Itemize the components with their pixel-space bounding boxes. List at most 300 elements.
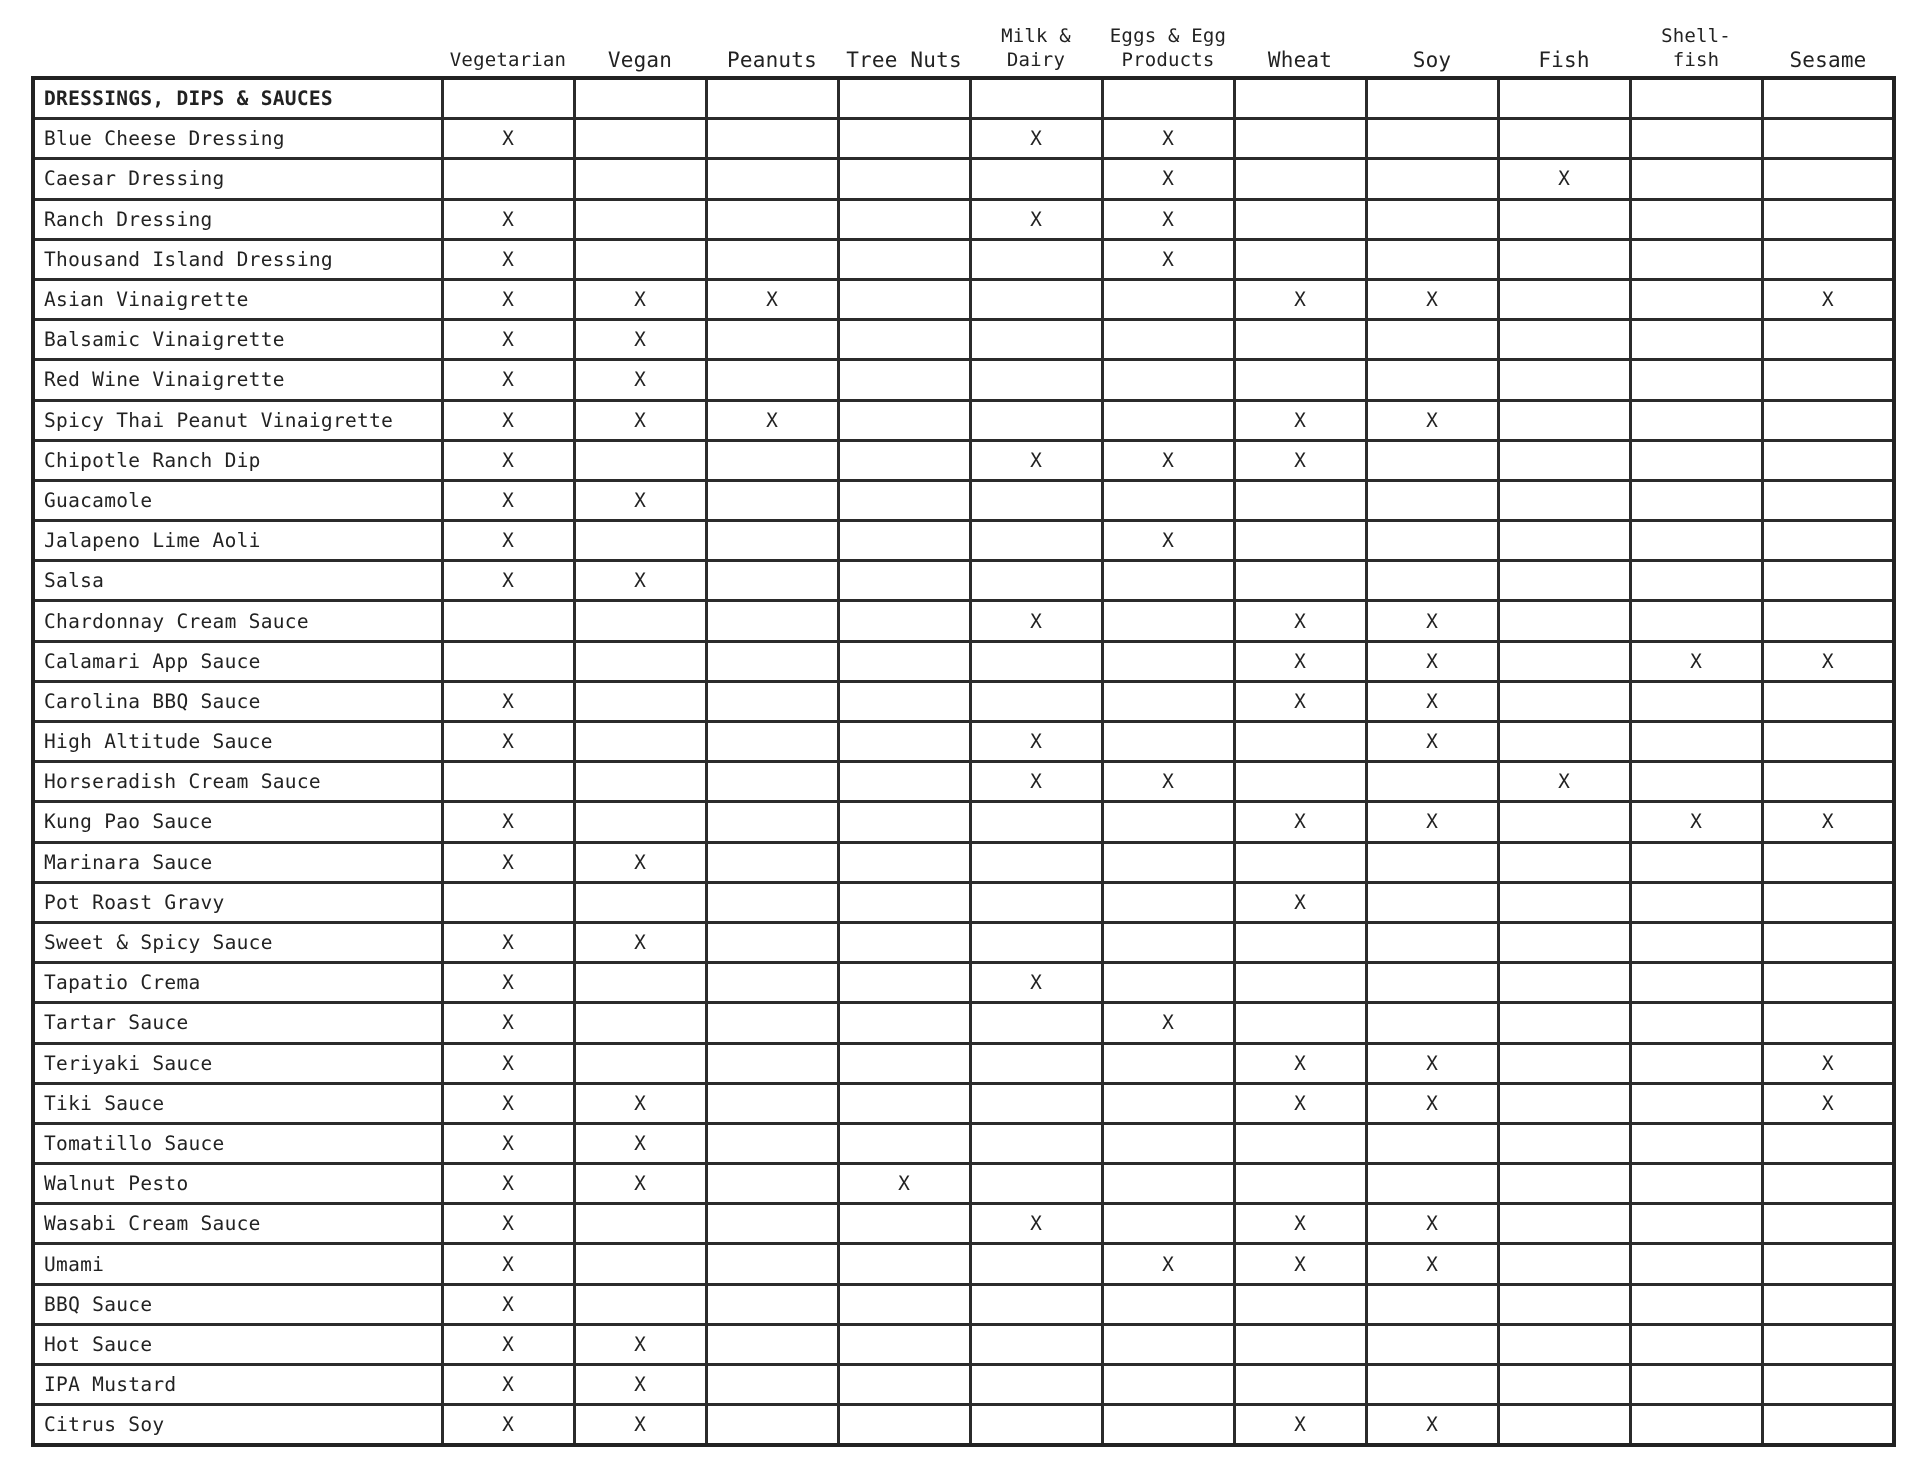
table-row [33, 762, 1894, 802]
cell-soy: X [1366, 641, 1498, 681]
section-row [33, 78, 1894, 119]
cell-vegan [574, 963, 706, 1003]
cell-sesame [1762, 521, 1894, 561]
cell-milk-and-dairy [970, 400, 1102, 440]
table-row [33, 963, 1894, 1003]
cell-peanuts [706, 1324, 838, 1364]
cell-eggs-and-egg-products [1102, 641, 1234, 681]
cell-peanuts [706, 882, 838, 922]
table-row [33, 400, 1894, 440]
cell-peanuts [706, 1083, 838, 1123]
cell-peanuts [706, 521, 838, 561]
cell-eggs-and-egg-products: X [1102, 159, 1234, 199]
section-empty-cell [838, 78, 970, 119]
table-row [33, 722, 1894, 762]
cell-milk-and-dairy: X [970, 762, 1102, 802]
cell-vegetarian: X [442, 320, 574, 360]
column-header-vegan: Vegan [607, 48, 673, 72]
cell-vegetarian: X [442, 722, 574, 762]
cell-shell-fish [1630, 239, 1762, 279]
cell-tree-nuts [838, 400, 970, 440]
cell-shell-fish [1630, 561, 1762, 601]
cell-fish [1498, 922, 1630, 962]
cell-tree-nuts [838, 1324, 970, 1364]
cell-soy [1366, 1003, 1498, 1043]
cell-tree-nuts [838, 320, 970, 360]
cell-vegan: X [574, 842, 706, 882]
section-empty-cell [1762, 78, 1894, 119]
cell-milk-and-dairy [970, 842, 1102, 882]
cell-tree-nuts [838, 239, 970, 279]
cell-vegan [574, 521, 706, 561]
cell-sesame [1762, 199, 1894, 239]
cell-eggs-and-egg-products: X [1102, 199, 1234, 239]
cell-eggs-and-egg-products [1102, 681, 1234, 721]
cell-milk-and-dairy [970, 480, 1102, 520]
cell-peanuts [706, 722, 838, 762]
item-name: Red Wine Vinaigrette [33, 360, 442, 400]
cell-vegan [574, 681, 706, 721]
cell-shell-fish [1630, 922, 1762, 962]
cell-fish: X [1498, 762, 1630, 802]
cell-tree-nuts [838, 1244, 970, 1284]
cell-eggs-and-egg-products [1102, 1043, 1234, 1083]
cell-milk-and-dairy: X [970, 601, 1102, 641]
cell-peanuts [706, 119, 838, 159]
cell-eggs-and-egg-products [1102, 963, 1234, 1003]
cell-vegetarian: X [442, 1003, 574, 1043]
cell-wheat [1234, 1324, 1366, 1364]
cell-milk-and-dairy [970, 641, 1102, 681]
cell-wheat [1234, 239, 1366, 279]
cell-fish [1498, 842, 1630, 882]
cell-eggs-and-egg-products [1102, 1083, 1234, 1123]
cell-eggs-and-egg-products [1102, 1123, 1234, 1163]
cell-shell-fish [1630, 360, 1762, 400]
table-row [33, 1003, 1894, 1043]
cell-peanuts [706, 561, 838, 601]
cell-tree-nuts [838, 722, 970, 762]
cell-tree-nuts [838, 842, 970, 882]
cell-milk-and-dairy [970, 802, 1102, 842]
cell-sesame [1762, 842, 1894, 882]
cell-wheat [1234, 963, 1366, 1003]
cell-soy [1366, 561, 1498, 601]
cell-milk-and-dairy: X [970, 963, 1102, 1003]
cell-vegan: X [574, 360, 706, 400]
cell-soy [1366, 1123, 1498, 1163]
table-row [33, 1083, 1894, 1123]
item-name: Asian Vinaigrette [33, 279, 442, 319]
cell-wheat: X [1234, 1405, 1366, 1446]
column-header-milk-and-dairy: Milk & Dairy [1001, 25, 1071, 71]
column-header-shell-fish: Shell- fish [1661, 25, 1731, 71]
cell-peanuts [706, 1284, 838, 1324]
table-row [33, 681, 1894, 721]
cell-vegetarian: X [442, 922, 574, 962]
cell-vegan [574, 119, 706, 159]
cell-shell-fish [1630, 320, 1762, 360]
table-row [33, 360, 1894, 400]
cell-sesame [1762, 681, 1894, 721]
cell-vegetarian: X [442, 1284, 574, 1324]
cell-vegetarian: X [442, 963, 574, 1003]
section-empty-cell [442, 78, 574, 119]
cell-milk-and-dairy [970, 1164, 1102, 1204]
cell-tree-nuts [838, 641, 970, 681]
item-name: Horseradish Cream Sauce [33, 762, 442, 802]
cell-eggs-and-egg-products [1102, 842, 1234, 882]
cell-eggs-and-egg-products [1102, 1324, 1234, 1364]
item-name: Pot Roast Gravy [33, 882, 442, 922]
cell-tree-nuts [838, 521, 970, 561]
cell-vegan: X [574, 1123, 706, 1163]
table-row [33, 279, 1894, 319]
item-name: Walnut Pesto [33, 1164, 442, 1204]
item-name: Spicy Thai Peanut Vinaigrette [33, 400, 442, 440]
cell-eggs-and-egg-products [1102, 320, 1234, 360]
cell-soy [1366, 882, 1498, 922]
cell-peanuts: X [706, 400, 838, 440]
cell-shell-fish [1630, 681, 1762, 721]
cell-shell-fish [1630, 1003, 1762, 1043]
cell-fish [1498, 1324, 1630, 1364]
cell-wheat: X [1234, 1083, 1366, 1123]
cell-milk-and-dairy [970, 521, 1102, 561]
cell-milk-and-dairy [970, 561, 1102, 601]
cell-shell-fish [1630, 1043, 1762, 1083]
cell-vegetarian: X [442, 681, 574, 721]
cell-vegan: X [574, 922, 706, 962]
cell-wheat [1234, 360, 1366, 400]
cell-eggs-and-egg-products [1102, 802, 1234, 842]
table-row [33, 1365, 1894, 1405]
cell-tree-nuts [838, 279, 970, 319]
cell-vegetarian: X [442, 400, 574, 440]
cell-sesame [1762, 239, 1894, 279]
section-empty-cell [1234, 78, 1366, 119]
column-header-sesame: Sesame [1789, 48, 1867, 72]
cell-tree-nuts [838, 119, 970, 159]
allergen-table [31, 14, 1896, 1447]
cell-tree-nuts [838, 963, 970, 1003]
table-row [33, 922, 1894, 962]
table-row [33, 320, 1894, 360]
cell-soy [1366, 1164, 1498, 1204]
cell-shell-fish [1630, 521, 1762, 561]
item-name: Tapatio Crema [33, 963, 442, 1003]
cell-vegan: X [574, 320, 706, 360]
cell-vegan: X [574, 561, 706, 601]
cell-fish [1498, 239, 1630, 279]
cell-milk-and-dairy [970, 1003, 1102, 1043]
cell-shell-fish [1630, 199, 1762, 239]
cell-eggs-and-egg-products [1102, 601, 1234, 641]
cell-milk-and-dairy [970, 159, 1102, 199]
cell-vegetarian: X [442, 1083, 574, 1123]
cell-wheat [1234, 722, 1366, 762]
cell-shell-fish [1630, 882, 1762, 922]
cell-vegan [574, 1003, 706, 1043]
item-name: Marinara Sauce [33, 842, 442, 882]
cell-tree-nuts [838, 1123, 970, 1163]
cell-wheat: X [1234, 802, 1366, 842]
cell-milk-and-dairy [970, 360, 1102, 400]
cell-soy: X [1366, 279, 1498, 319]
cell-vegetarian: X [442, 239, 574, 279]
item-name: Guacamole [33, 480, 442, 520]
cell-eggs-and-egg-products [1102, 882, 1234, 922]
item-name: Jalapeno Lime Aoli [33, 521, 442, 561]
cell-peanuts [706, 641, 838, 681]
cell-wheat: X [1234, 1204, 1366, 1244]
cell-wheat [1234, 561, 1366, 601]
cell-eggs-and-egg-products: X [1102, 119, 1234, 159]
cell-eggs-and-egg-products [1102, 922, 1234, 962]
cell-shell-fish [1630, 1365, 1762, 1405]
column-header-wheat: Wheat [1267, 48, 1333, 72]
section-empty-cell [1366, 78, 1498, 119]
cell-sesame [1762, 601, 1894, 641]
cell-eggs-and-egg-products [1102, 1164, 1234, 1204]
cell-shell-fish [1630, 1324, 1762, 1364]
cell-vegan [574, 440, 706, 480]
item-name: Wasabi Cream Sauce [33, 1204, 442, 1244]
cell-soy [1366, 239, 1498, 279]
cell-peanuts [706, 842, 838, 882]
cell-vegan [574, 641, 706, 681]
cell-sesame [1762, 480, 1894, 520]
cell-peanuts [706, 199, 838, 239]
cell-fish [1498, 1204, 1630, 1244]
cell-shell-fish [1630, 1284, 1762, 1324]
cell-vegetarian [442, 882, 574, 922]
cell-shell-fish [1630, 762, 1762, 802]
cell-fish [1498, 320, 1630, 360]
cell-eggs-and-egg-products [1102, 1405, 1234, 1446]
cell-sesame [1762, 1365, 1894, 1405]
cell-vegetarian [442, 641, 574, 681]
cell-wheat: X [1234, 440, 1366, 480]
cell-vegan: X [574, 1164, 706, 1204]
cell-soy [1366, 762, 1498, 802]
cell-peanuts [706, 762, 838, 802]
table-row [33, 1284, 1894, 1324]
cell-milk-and-dairy: X [970, 119, 1102, 159]
cell-tree-nuts [838, 762, 970, 802]
cell-fish [1498, 119, 1630, 159]
header-corner [33, 14, 442, 78]
item-name: Tomatillo Sauce [33, 1123, 442, 1163]
cell-sesame [1762, 963, 1894, 1003]
cell-vegetarian: X [442, 279, 574, 319]
cell-wheat [1234, 480, 1366, 520]
cell-wheat [1234, 521, 1366, 561]
table-row [33, 440, 1894, 480]
cell-eggs-and-egg-products [1102, 360, 1234, 400]
section-empty-cell [1102, 78, 1234, 119]
cell-vegetarian: X [442, 1405, 574, 1446]
cell-fish [1498, 1043, 1630, 1083]
cell-vegan: X [574, 1083, 706, 1123]
cell-shell-fish [1630, 1204, 1762, 1244]
cell-milk-and-dairy: X [970, 722, 1102, 762]
cell-wheat [1234, 199, 1366, 239]
cell-sesame [1762, 1405, 1894, 1446]
cell-soy [1366, 119, 1498, 159]
cell-tree-nuts [838, 1003, 970, 1043]
cell-shell-fish [1630, 1244, 1762, 1284]
cell-peanuts: X [706, 279, 838, 319]
cell-milk-and-dairy [970, 1324, 1102, 1364]
item-name: Tiki Sauce [33, 1083, 442, 1123]
cell-milk-and-dairy [970, 922, 1102, 962]
cell-wheat [1234, 1003, 1366, 1043]
cell-soy: X [1366, 1405, 1498, 1446]
cell-sesame [1762, 360, 1894, 400]
cell-sesame: X [1762, 1083, 1894, 1123]
cell-fish [1498, 521, 1630, 561]
cell-shell-fish [1630, 1083, 1762, 1123]
cell-soy: X [1366, 400, 1498, 440]
cell-eggs-and-egg-products [1102, 561, 1234, 601]
cell-wheat [1234, 1284, 1366, 1324]
cell-eggs-and-egg-products: X [1102, 762, 1234, 802]
cell-sesame [1762, 1003, 1894, 1043]
cell-tree-nuts [838, 1405, 970, 1446]
cell-wheat [1234, 320, 1366, 360]
cell-fish [1498, 480, 1630, 520]
cell-vegan [574, 159, 706, 199]
cell-fish [1498, 1365, 1630, 1405]
cell-soy [1366, 521, 1498, 561]
cell-tree-nuts [838, 199, 970, 239]
item-name: Chardonnay Cream Sauce [33, 601, 442, 641]
cell-milk-and-dairy [970, 882, 1102, 922]
cell-vegan [574, 1204, 706, 1244]
cell-milk-and-dairy [970, 279, 1102, 319]
cell-milk-and-dairy [970, 320, 1102, 360]
cell-fish [1498, 1244, 1630, 1284]
cell-wheat [1234, 159, 1366, 199]
cell-shell-fish [1630, 159, 1762, 199]
cell-soy: X [1366, 681, 1498, 721]
cell-sesame: X [1762, 641, 1894, 681]
cell-sesame [1762, 922, 1894, 962]
table-row [33, 561, 1894, 601]
cell-shell-fish: X [1630, 641, 1762, 681]
section-empty-cell [1498, 78, 1630, 119]
cell-vegetarian: X [442, 1244, 574, 1284]
cell-peanuts [706, 1204, 838, 1244]
cell-sesame: X [1762, 802, 1894, 842]
cell-vegetarian: X [442, 119, 574, 159]
cell-tree-nuts [838, 681, 970, 721]
cell-tree-nuts [838, 360, 970, 400]
table-row [33, 882, 1894, 922]
cell-wheat: X [1234, 681, 1366, 721]
item-name: Calamari App Sauce [33, 641, 442, 681]
table-row [33, 521, 1894, 561]
cell-peanuts [706, 922, 838, 962]
cell-eggs-and-egg-products: X [1102, 521, 1234, 561]
cell-soy: X [1366, 802, 1498, 842]
cell-wheat [1234, 922, 1366, 962]
cell-wheat [1234, 1164, 1366, 1204]
cell-vegetarian: X [442, 1043, 574, 1083]
cell-shell-fish [1630, 400, 1762, 440]
cell-shell-fish [1630, 119, 1762, 159]
table-row [33, 119, 1894, 159]
cell-eggs-and-egg-products [1102, 1204, 1234, 1244]
item-name: Balsamic Vinaigrette [33, 320, 442, 360]
cell-shell-fish [1630, 1123, 1762, 1163]
cell-vegetarian: X [442, 802, 574, 842]
cell-soy: X [1366, 722, 1498, 762]
cell-tree-nuts [838, 601, 970, 641]
cell-milk-and-dairy [970, 1284, 1102, 1324]
cell-sesame [1762, 159, 1894, 199]
column-header-peanuts: Peanuts [727, 48, 817, 72]
cell-fish [1498, 1284, 1630, 1324]
table-row [33, 1324, 1894, 1364]
cell-sesame [1762, 561, 1894, 601]
cell-vegetarian: X [442, 1204, 574, 1244]
cell-tree-nuts [838, 802, 970, 842]
item-name: Salsa [33, 561, 442, 601]
cell-peanuts [706, 239, 838, 279]
cell-peanuts [706, 320, 838, 360]
table-row [33, 1204, 1894, 1244]
cell-soy: X [1366, 1204, 1498, 1244]
cell-vegetarian: X [442, 1324, 574, 1364]
cell-tree-nuts [838, 882, 970, 922]
item-name: Carolina BBQ Sauce [33, 681, 442, 721]
cell-vegan [574, 882, 706, 922]
cell-eggs-and-egg-products [1102, 480, 1234, 520]
cell-soy [1366, 159, 1498, 199]
cell-soy [1366, 1284, 1498, 1324]
item-name: Umami [33, 1244, 442, 1284]
cell-sesame [1762, 1164, 1894, 1204]
cell-wheat [1234, 842, 1366, 882]
cell-shell-fish [1630, 963, 1762, 1003]
cell-vegetarian [442, 159, 574, 199]
table-row [33, 1405, 1894, 1446]
cell-shell-fish [1630, 601, 1762, 641]
cell-tree-nuts [838, 1204, 970, 1244]
cell-sesame [1762, 440, 1894, 480]
cell-fish [1498, 1003, 1630, 1043]
cell-soy [1366, 440, 1498, 480]
cell-wheat [1234, 762, 1366, 802]
cell-sesame: X [1762, 279, 1894, 319]
cell-sesame [1762, 1204, 1894, 1244]
cell-peanuts [706, 1405, 838, 1446]
item-name: Chipotle Ranch Dip [33, 440, 442, 480]
column-header-eggs-and-egg-products: Eggs & Egg Products [1109, 25, 1227, 71]
cell-peanuts [706, 1365, 838, 1405]
cell-wheat [1234, 119, 1366, 159]
cell-milk-and-dairy [970, 1405, 1102, 1446]
cell-vegetarian: X [442, 561, 574, 601]
cell-milk-and-dairy: X [970, 199, 1102, 239]
cell-vegan: X [574, 1324, 706, 1364]
cell-vegetarian [442, 601, 574, 641]
cell-sesame [1762, 762, 1894, 802]
cell-milk-and-dairy [970, 1083, 1102, 1123]
cell-vegan [574, 601, 706, 641]
